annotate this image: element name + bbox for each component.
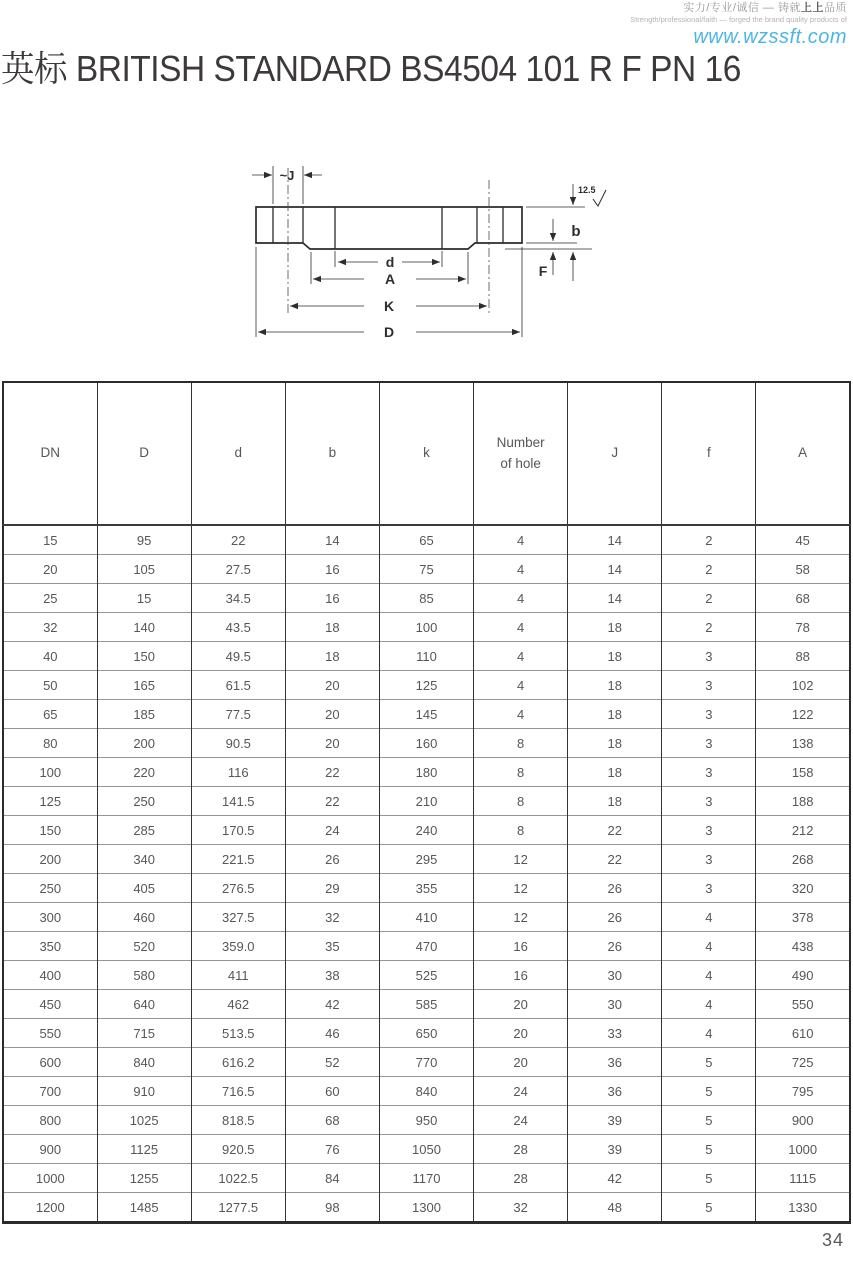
dim-label-b: b bbox=[571, 223, 581, 240]
table-cell: 250 bbox=[97, 787, 191, 816]
table-cell: 840 bbox=[97, 1048, 191, 1077]
table-cell: 18 bbox=[285, 613, 379, 642]
table-cell: 24 bbox=[285, 816, 379, 845]
table-cell: 438 bbox=[756, 932, 850, 961]
table-cell: 125 bbox=[3, 787, 97, 816]
table-cell: 76 bbox=[285, 1135, 379, 1164]
table-cell: 22 bbox=[568, 816, 662, 845]
table-cell: 4 bbox=[662, 932, 756, 961]
table-cell: 26 bbox=[285, 845, 379, 874]
slogan-cn-prefix: 实力/专业/诚信 — 铸就 bbox=[683, 2, 801, 14]
table-cell: 525 bbox=[379, 961, 473, 990]
table-cell: 18 bbox=[568, 671, 662, 700]
dimension-lines bbox=[252, 166, 592, 337]
table-cell: 61.5 bbox=[191, 671, 285, 700]
table-cell: 24 bbox=[474, 1077, 568, 1106]
table-cell: 188 bbox=[756, 787, 850, 816]
table-cell: 950 bbox=[379, 1106, 473, 1135]
table-cell: 513.5 bbox=[191, 1019, 285, 1048]
table-cell: 100 bbox=[379, 613, 473, 642]
table-cell: 14 bbox=[568, 584, 662, 613]
table-cell: 212 bbox=[756, 816, 850, 845]
table-cell: 58 bbox=[756, 555, 850, 584]
table-cell: 3 bbox=[662, 816, 756, 845]
table-cell: 20 bbox=[285, 729, 379, 758]
table-cell: 78 bbox=[756, 613, 850, 642]
table-cell: 5 bbox=[662, 1193, 756, 1223]
table-cell: 1000 bbox=[3, 1164, 97, 1193]
table-cell: 470 bbox=[379, 932, 473, 961]
table-cell: 15 bbox=[43, 532, 58, 548]
table-cell: 378 bbox=[756, 903, 850, 932]
table-cell: 20 bbox=[474, 1048, 568, 1077]
table-cell: 200 bbox=[97, 729, 191, 758]
table-cell: 138 bbox=[756, 729, 850, 758]
table-cell: 145 bbox=[379, 700, 473, 729]
table-cell: 20 bbox=[285, 671, 379, 700]
col-header-j: J bbox=[568, 382, 662, 525]
table-cell: 4 bbox=[474, 642, 568, 671]
table-cell: 180 bbox=[379, 758, 473, 787]
table-cell: 327.5 bbox=[191, 903, 285, 932]
table-cell: 150 bbox=[97, 642, 191, 671]
table-cell: 4 bbox=[474, 671, 568, 700]
table-cell: 18 bbox=[285, 642, 379, 671]
table-cell: 585 bbox=[379, 990, 473, 1019]
col-header-f: f bbox=[662, 382, 756, 525]
table-cell: 1170 bbox=[379, 1164, 473, 1193]
dim-label-j: ~J bbox=[279, 168, 295, 183]
table-row bbox=[3, 1135, 850, 1164]
table-cell: 30 bbox=[568, 990, 662, 1019]
table-cell: 1025 bbox=[97, 1106, 191, 1135]
table-cell: 350 bbox=[3, 932, 97, 961]
table-cell: 1255 bbox=[97, 1164, 191, 1193]
website-link[interactable]: www.wzssft.com bbox=[693, 26, 847, 49]
table-cell: 400 bbox=[3, 961, 97, 990]
table-cell: 33 bbox=[568, 1019, 662, 1048]
table-cell: 900 bbox=[756, 1106, 850, 1135]
table-cell: 1300 bbox=[379, 1193, 473, 1223]
table-cell: 22 bbox=[568, 845, 662, 874]
table-cell: 18 bbox=[568, 729, 662, 758]
table-cell: 716.5 bbox=[191, 1077, 285, 1106]
flange-outline bbox=[256, 207, 522, 249]
table-header bbox=[3, 382, 850, 525]
table-cell: 580 bbox=[97, 961, 191, 990]
table-cell: 221.5 bbox=[191, 845, 285, 874]
dim-label-k: K bbox=[383, 298, 395, 314]
dim-label-dd: D bbox=[383, 324, 395, 340]
table-cell: 39 bbox=[568, 1106, 662, 1135]
table-cell: 65 bbox=[3, 700, 97, 729]
table-cell: 85 bbox=[379, 584, 473, 613]
table-cell: 35 bbox=[285, 932, 379, 961]
col-header-k: k bbox=[379, 382, 473, 525]
table-cell: 5 bbox=[662, 1077, 756, 1106]
table-cell: 320 bbox=[756, 874, 850, 903]
table-cell: 49.5 bbox=[191, 642, 285, 671]
table-cell: 490 bbox=[756, 961, 850, 990]
table-cell: 5 bbox=[662, 1106, 756, 1135]
table-row bbox=[3, 613, 850, 642]
table-cell: 141.5 bbox=[191, 787, 285, 816]
table-row bbox=[3, 961, 850, 990]
table-cell: 14 bbox=[568, 525, 662, 555]
page-title: 英标 BRITISH STANDARD BS4504 101 R F PN 16 bbox=[1, 48, 741, 89]
table-cell: 40 bbox=[3, 642, 97, 671]
table-cell: 50 bbox=[3, 671, 97, 700]
table-cell: 1277.5 bbox=[191, 1193, 285, 1223]
table-cell: 1050 bbox=[379, 1135, 473, 1164]
table-cell: 170.5 bbox=[191, 816, 285, 845]
table-cell: 460 bbox=[97, 903, 191, 932]
table-cell: 16 bbox=[285, 584, 379, 613]
table-cell: 5 bbox=[662, 1048, 756, 1077]
table-cell: 1125 bbox=[97, 1135, 191, 1164]
table-cell: 80 bbox=[3, 729, 97, 758]
table-cell: 715 bbox=[97, 1019, 191, 1048]
table-cell: 3 bbox=[662, 642, 756, 671]
table-cell: 2 bbox=[662, 525, 756, 555]
table-cell: 160 bbox=[379, 729, 473, 758]
col-header-d-bore: d bbox=[191, 382, 285, 525]
table-cell: 25 bbox=[3, 584, 97, 613]
table-row bbox=[3, 1106, 850, 1135]
table-cell: 462 bbox=[191, 990, 285, 1019]
table-cell: 68 bbox=[285, 1106, 379, 1135]
table-cell: 4 bbox=[474, 555, 568, 584]
table-cell: 3 bbox=[662, 729, 756, 758]
table-cell: 5 bbox=[662, 1135, 756, 1164]
table-row bbox=[3, 932, 850, 961]
table-cell: 125 bbox=[379, 671, 473, 700]
table-cell: 1000 bbox=[756, 1135, 850, 1164]
slogan-cn-brand: 上上 bbox=[801, 2, 824, 14]
table-cell: 12 bbox=[474, 845, 568, 874]
table-cell: 22 bbox=[285, 787, 379, 816]
table-cell: 77.5 bbox=[191, 700, 285, 729]
table-cell: 14 bbox=[285, 525, 379, 555]
table-cell: 84 bbox=[285, 1164, 379, 1193]
table-cell: 2 bbox=[662, 584, 756, 613]
table-cell: 26 bbox=[568, 874, 662, 903]
table-row bbox=[3, 787, 850, 816]
table-cell: 32 bbox=[3, 613, 97, 642]
table-cell: 29 bbox=[285, 874, 379, 903]
table-cell: 295 bbox=[379, 845, 473, 874]
table-cell: 185 bbox=[97, 700, 191, 729]
col-header-a: A bbox=[756, 382, 850, 525]
table-cell: 52 bbox=[285, 1048, 379, 1077]
table-row bbox=[3, 700, 850, 729]
roughness-value: 12.5 bbox=[578, 185, 596, 195]
table-cell: 102 bbox=[756, 671, 850, 700]
table-cell: 4 bbox=[662, 961, 756, 990]
table-row bbox=[3, 729, 850, 758]
table-cell: 34.5 bbox=[191, 584, 285, 613]
table-cell: 200 bbox=[3, 845, 97, 874]
table-cell: 268 bbox=[756, 845, 850, 874]
table-cell: 240 bbox=[379, 816, 473, 845]
table-cell: 45 bbox=[756, 525, 850, 555]
col-header-dn: DN bbox=[3, 382, 97, 525]
table-cell: 12 bbox=[474, 903, 568, 932]
table-cell: 840 bbox=[379, 1077, 473, 1106]
table-cell: 38 bbox=[285, 961, 379, 990]
table-cell: 28 bbox=[474, 1164, 568, 1193]
table-row bbox=[3, 584, 850, 613]
table-cell: 3 bbox=[662, 758, 756, 787]
table-cell: 411 bbox=[191, 961, 285, 990]
table-cell: 285 bbox=[97, 816, 191, 845]
table-cell: 1200 bbox=[3, 1193, 97, 1223]
table-cell: 110 bbox=[379, 642, 473, 671]
table-cell: 1485 bbox=[97, 1193, 191, 1223]
col-header-number-of-hole: Number of hole bbox=[474, 382, 568, 525]
table-cell: 725 bbox=[756, 1048, 850, 1077]
slogan-chinese bbox=[630, 2, 847, 15]
table-row bbox=[3, 816, 850, 845]
table-cell: 65 bbox=[379, 525, 473, 555]
table-cell: 800 bbox=[3, 1106, 97, 1135]
table-cell: 20 bbox=[3, 555, 97, 584]
table-cell: 520 bbox=[97, 932, 191, 961]
table-cell: 276.5 bbox=[191, 874, 285, 903]
flange-spec-table bbox=[2, 381, 851, 1224]
table-row bbox=[3, 1019, 850, 1048]
table-cell: 24 bbox=[474, 1106, 568, 1135]
table-row bbox=[3, 903, 850, 932]
table-cell: 90.5 bbox=[191, 729, 285, 758]
table-cell: 39 bbox=[568, 1135, 662, 1164]
slogan-english: Strength/professional/faith — forged the brand quality products of bbox=[630, 14, 847, 24]
table-cell: 88 bbox=[756, 642, 850, 671]
table-cell: 300 bbox=[3, 903, 97, 932]
table-cell: 122 bbox=[756, 700, 850, 729]
table-row bbox=[3, 1164, 850, 1193]
dim-label-a: A bbox=[384, 271, 396, 287]
table-cell: 98 bbox=[285, 1193, 379, 1223]
table-row bbox=[3, 1048, 850, 1077]
dim-label-f: F bbox=[538, 263, 548, 279]
table-cell: 12 bbox=[474, 874, 568, 903]
table-row bbox=[3, 671, 850, 700]
table-cell: 770 bbox=[379, 1048, 473, 1077]
table-row bbox=[3, 845, 850, 874]
table-cell: 150 bbox=[3, 816, 97, 845]
table-cell: 116 bbox=[191, 758, 285, 787]
table-cell: 42 bbox=[285, 990, 379, 1019]
table-cell: 8 bbox=[474, 729, 568, 758]
table-cell: 36 bbox=[568, 1077, 662, 1106]
table-cell: 4 bbox=[474, 613, 568, 642]
table-cell: 650 bbox=[379, 1019, 473, 1048]
table-cell: 4 bbox=[474, 584, 568, 613]
table-cell: 14 bbox=[568, 555, 662, 584]
table-cell: 18 bbox=[568, 700, 662, 729]
table-cell: 818.5 bbox=[191, 1106, 285, 1135]
table-cell: 95 bbox=[97, 525, 191, 555]
table-cell: 4 bbox=[662, 903, 756, 932]
table-cell: 220 bbox=[97, 758, 191, 787]
table-cell: 8 bbox=[474, 816, 568, 845]
table-cell: 355 bbox=[379, 874, 473, 903]
table-cell: 910 bbox=[97, 1077, 191, 1106]
table-cell: 8 bbox=[474, 787, 568, 816]
table-cell: 22 bbox=[191, 525, 285, 555]
table-cell: 359.0 bbox=[191, 932, 285, 961]
table-cell: 450 bbox=[3, 990, 97, 1019]
table-cell: 3 bbox=[662, 874, 756, 903]
table-cell: 900 bbox=[3, 1135, 97, 1164]
table-cell: 22 bbox=[285, 758, 379, 787]
dim-label-d: d bbox=[385, 254, 395, 270]
table-cell: 210 bbox=[379, 787, 473, 816]
table-cell: 1022.5 bbox=[191, 1164, 285, 1193]
table-cell: 30 bbox=[568, 961, 662, 990]
page-number: 34 bbox=[821, 1230, 844, 1250]
table-cell: 43.5 bbox=[191, 613, 285, 642]
table-cell: 16 bbox=[474, 961, 568, 990]
table-row bbox=[3, 758, 850, 787]
table-cell: 250 bbox=[3, 874, 97, 903]
table-cell: 32 bbox=[474, 1193, 568, 1223]
table-cell: 46 bbox=[285, 1019, 379, 1048]
table-cell: 405 bbox=[97, 874, 191, 903]
flange-technical-drawing bbox=[245, 160, 615, 345]
table-cell: 550 bbox=[756, 990, 850, 1019]
table-cell: 795 bbox=[756, 1077, 850, 1106]
table-cell: 32 bbox=[285, 903, 379, 932]
table-cell: 18 bbox=[568, 642, 662, 671]
table-cell: 26 bbox=[568, 903, 662, 932]
table-cell: 15 bbox=[97, 584, 191, 613]
table-cell: 340 bbox=[97, 845, 191, 874]
table-cell: 16 bbox=[285, 555, 379, 584]
table-cell: 140 bbox=[97, 613, 191, 642]
table-cell: 610 bbox=[756, 1019, 850, 1048]
table-cell: 3 bbox=[662, 700, 756, 729]
col-header-d-outer: D bbox=[97, 382, 191, 525]
table-row bbox=[3, 555, 850, 584]
table-cell: 26 bbox=[568, 932, 662, 961]
table-cell: 616.2 bbox=[191, 1048, 285, 1077]
table-cell: 27.5 bbox=[191, 555, 285, 584]
table-cell: 410 bbox=[379, 903, 473, 932]
table-cell: 75 bbox=[379, 555, 473, 584]
bolt-centerlines bbox=[288, 168, 489, 313]
table-cell: 5 bbox=[662, 1164, 756, 1193]
table-cell: 4 bbox=[662, 990, 756, 1019]
table-cell: 18 bbox=[568, 758, 662, 787]
table-cell: 8 bbox=[474, 758, 568, 787]
table-cell: 4 bbox=[474, 525, 568, 555]
table-cell: 3 bbox=[662, 845, 756, 874]
table-cell: 18 bbox=[568, 787, 662, 816]
table-cell: 42 bbox=[568, 1164, 662, 1193]
table-cell: 1330 bbox=[756, 1193, 850, 1223]
table-row bbox=[3, 642, 850, 671]
table-cell: 700 bbox=[3, 1077, 97, 1106]
table-cell: 68 bbox=[756, 584, 850, 613]
table-cell: 2 bbox=[662, 555, 756, 584]
table-cell: 920.5 bbox=[191, 1135, 285, 1164]
col-header-b: b bbox=[285, 382, 379, 525]
table-cell: 36 bbox=[568, 1048, 662, 1077]
table-cell: 18 bbox=[568, 613, 662, 642]
table-cell: 20 bbox=[474, 1019, 568, 1048]
table-cell: 48 bbox=[568, 1193, 662, 1223]
table-cell: 3 bbox=[662, 671, 756, 700]
table-cell: 600 bbox=[3, 1048, 97, 1077]
table-cell: 158 bbox=[756, 758, 850, 787]
table-cell: 20 bbox=[474, 990, 568, 1019]
table-cell: 60 bbox=[285, 1077, 379, 1106]
table-cell: 165 bbox=[97, 671, 191, 700]
table-cell: 20 bbox=[285, 700, 379, 729]
table-cell: 2 bbox=[662, 613, 756, 642]
table-cell: 16 bbox=[474, 932, 568, 961]
table-row bbox=[3, 990, 850, 1019]
table-cell: 550 bbox=[3, 1019, 97, 1048]
table-cell: 640 bbox=[97, 990, 191, 1019]
table-row bbox=[3, 1193, 850, 1223]
slogan-cn-suffix: 品质 bbox=[824, 2, 847, 14]
table-cell: 100 bbox=[3, 758, 97, 787]
table-cell: 105 bbox=[97, 555, 191, 584]
table-cell: 28 bbox=[474, 1135, 568, 1164]
table-cell: 1115 bbox=[756, 1164, 850, 1193]
table-body bbox=[3, 525, 850, 1223]
table-cell: 3 bbox=[662, 787, 756, 816]
table-row bbox=[3, 1077, 850, 1106]
table-row bbox=[3, 525, 850, 555]
table-cell: 4 bbox=[662, 1019, 756, 1048]
table-cell: 4 bbox=[474, 700, 568, 729]
table-row bbox=[3, 874, 850, 903]
